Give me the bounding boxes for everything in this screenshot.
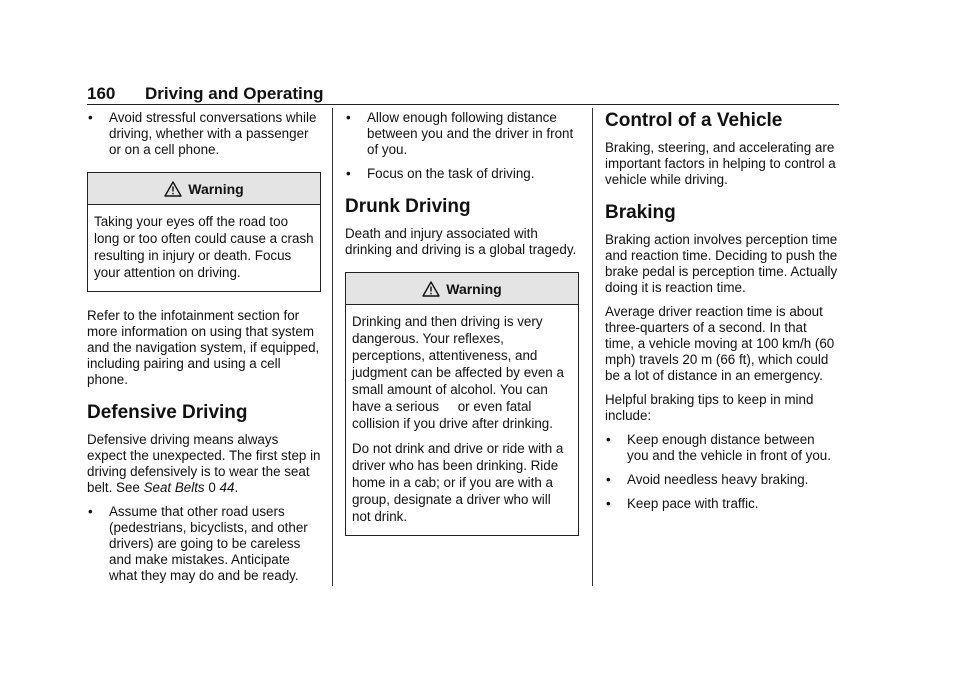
paragraph: Average driver reaction time is about three-quarters of a second. In that time, a vehicle moving at 100 km/h (60 mph) travels 20 m (66 ft), which could be a lot of distance in an emergency.	[605, 304, 835, 383]
paragraph: Refer to the infotainment section for more information on using that system and the navigation system, if equipped, including pairing and using a cell phone.	[87, 308, 320, 387]
page-number: 160	[87, 84, 116, 103]
bullet-text: Keep enough distance between you and the vehicle in front of you.	[627, 432, 831, 463]
warning-title: Warning	[446, 280, 502, 297]
paragraph-text: Defensive driving means always expect the unexpected. The first step in driving defensively is to wear the seat belt. See	[87, 432, 321, 495]
list-item	[345, 166, 579, 182]
warning-body	[88, 205, 320, 291]
warning-header	[88, 173, 320, 205]
warning-title: Warning	[188, 180, 244, 197]
list-item	[87, 504, 321, 584]
warning-header	[346, 273, 578, 305]
page-ref-number[interactable]: 44	[219, 480, 235, 495]
page-ref-arrow: 0	[208, 480, 216, 495]
bullet-marker: •	[606, 472, 611, 487]
paragraph: Helpful braking tips to keep in mind include:	[605, 392, 814, 423]
page-header	[87, 82, 839, 105]
warning-box	[87, 172, 321, 292]
paragraph: Death and injury associated with drinking and driving is a global tragedy.	[345, 226, 577, 257]
column-3	[605, 110, 839, 520]
bullet-marker: •	[88, 110, 93, 125]
heading-drunk-driving: Drunk Driving	[345, 196, 471, 217]
heading-defensive-driving: Defensive Driving	[87, 402, 248, 423]
bullet-text: Keep pace with traffic.	[627, 496, 759, 511]
warning-box	[345, 272, 579, 536]
bullet-text: Assume that other road users (pedestrians, bicyclists, and other drivers) are going to be careless and make mistakes. Anticipate what they may do and be ready.	[109, 504, 308, 583]
bullet-marker: •	[606, 432, 611, 447]
warning-triangle-icon	[422, 281, 440, 297]
section-title: Driving and Operating	[145, 84, 324, 103]
heading-braking: Braking	[605, 202, 676, 223]
paragraph-defensive: Defensive driving means always expect the unexpected. The first step in driving defensively is to wear the seat belt. See Seat Belts 0 44.	[87, 432, 321, 495]
warning-body	[346, 305, 578, 535]
list-item	[605, 472, 839, 488]
warning-text: Taking your eyes off the road too long or too often could cause a crash resulting in injury or death. Focus your attention on driving.	[94, 214, 314, 280]
seat-belts-link[interactable]: Seat Belts	[143, 480, 205, 495]
list-item	[605, 496, 839, 512]
warning-text: Drinking and then driving is very dangerous. Your reflexes, perceptions, attentiveness, and judgment can be affected by even a small amount of alcohol. You can have a serious or even fatal collision if you drive after drinking.	[352, 314, 568, 431]
paragraph: Braking, steering, and accelerating are important factors in helping to control a vehicle while driving.	[605, 140, 836, 187]
bullet-text: Focus on the task of driving.	[367, 166, 535, 181]
bullet-text: Avoid needless heavy braking.	[627, 472, 809, 487]
list-item	[87, 110, 321, 158]
heading-control-of-vehicle: Control of a Vehicle	[605, 110, 783, 131]
column-1	[87, 110, 321, 592]
bullet-marker: •	[346, 166, 351, 181]
list-item	[605, 432, 839, 464]
warning-triangle-icon	[164, 181, 182, 197]
bullet-marker: •	[346, 110, 351, 125]
bullet-text: Avoid stressful conversations while driving, whether with a passenger or on a cell phone.	[109, 110, 317, 157]
bullet-marker: •	[88, 504, 93, 519]
paragraph: Braking action involves perception time and reaction time. Deciding to push the brake pedal is perception time. Actually doing it is reaction time.	[605, 232, 838, 295]
bullet-marker: •	[606, 496, 611, 511]
column-divider	[592, 108, 593, 586]
list-item	[345, 110, 579, 158]
bullet-text: Allow enough following distance between you and the driver in front of you.	[367, 110, 574, 157]
column-2	[345, 110, 579, 552]
warning-text: Do not drink and drive or ride with a driver who has been drinking. Ride home in a cab; or if you are with a group, designate a driver who will not drink.	[352, 441, 564, 524]
column-divider	[332, 108, 333, 586]
